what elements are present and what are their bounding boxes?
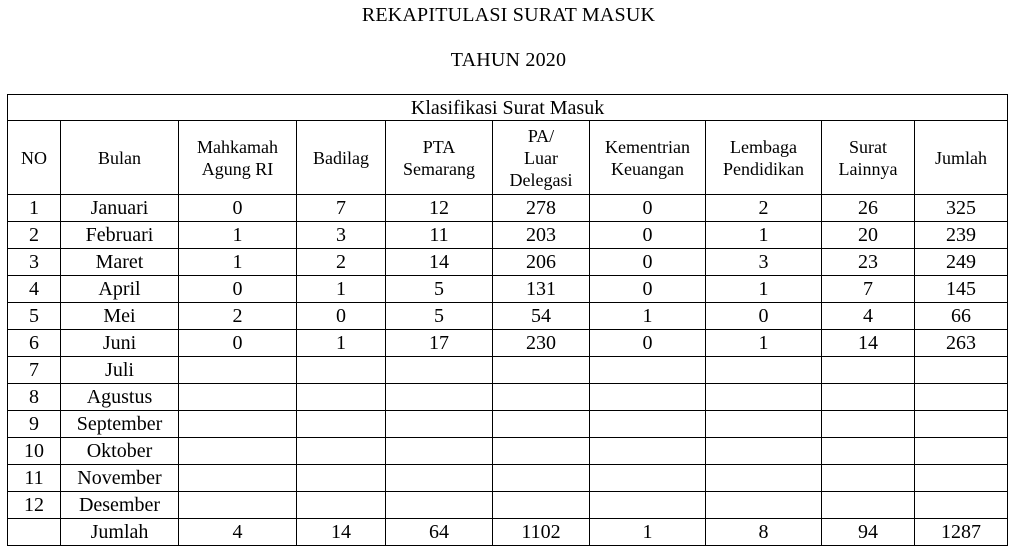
table-row	[8, 330, 1008, 357]
cell-lembaga	[706, 465, 822, 492]
cell-mahkamah	[179, 492, 297, 519]
cell-surat	[822, 465, 915, 492]
cell-surat	[822, 411, 915, 438]
cell-jumlah	[915, 465, 1008, 492]
cell-pa	[493, 465, 590, 492]
column-header-lembaga	[706, 121, 822, 195]
cell-badilag: 2	[297, 249, 386, 276]
cell-pa: 54	[493, 303, 590, 330]
cell-pta: 17	[386, 330, 493, 357]
report-year: TAHUN 2020	[450, 49, 567, 71]
cell-kementrian	[590, 384, 706, 411]
cell-no: 2	[8, 222, 61, 249]
column-header-line: Mahkamah	[197, 136, 278, 157]
cell-pta	[386, 492, 493, 519]
cell-no: 8	[8, 384, 61, 411]
column-header-kementrian	[590, 121, 706, 195]
cell-lembaga: 1	[706, 330, 822, 357]
total-surat: 94	[822, 519, 915, 546]
cell-bulan: Oktober	[61, 438, 179, 465]
cell-surat: 23	[822, 249, 915, 276]
cell-mahkamah	[179, 465, 297, 492]
cell-pa: 230	[493, 330, 590, 357]
total-lembaga: 8	[706, 519, 822, 546]
total-label: Jumlah	[61, 519, 179, 546]
cell-badilag: 0	[297, 303, 386, 330]
column-header-pa	[493, 121, 590, 195]
table-row	[8, 438, 1008, 465]
cell-kementrian: 0	[590, 195, 706, 222]
table-row	[8, 357, 1008, 384]
cell-surat	[822, 357, 915, 384]
cell-mahkamah: 1	[179, 249, 297, 276]
cell-lembaga	[706, 492, 822, 519]
cell-surat: 14	[822, 330, 915, 357]
cell-pta: 5	[386, 303, 493, 330]
cell-no: 9	[8, 411, 61, 438]
cell-jumlah: 145	[915, 276, 1008, 303]
cell-no: 7	[8, 357, 61, 384]
cell-bulan: Juni	[61, 330, 179, 357]
cell-badilag	[297, 384, 386, 411]
cell-kementrian	[590, 492, 706, 519]
cell-surat: 4	[822, 303, 915, 330]
cell-no: 12	[8, 492, 61, 519]
cell-surat: 20	[822, 222, 915, 249]
column-header-line: Kementrian	[605, 136, 690, 157]
cell-pa: 206	[493, 249, 590, 276]
cell-bulan: Juli	[61, 357, 179, 384]
cell-bulan: Januari	[61, 195, 179, 222]
cell-badilag: 1	[297, 276, 386, 303]
cell-lembaga: 0	[706, 303, 822, 330]
cell-pa	[493, 438, 590, 465]
cell-pta	[386, 384, 493, 411]
cell-pa	[493, 357, 590, 384]
cell-pta: 5	[386, 276, 493, 303]
cell-pa: 203	[493, 222, 590, 249]
cell-pa	[493, 384, 590, 411]
cell-jumlah	[915, 384, 1008, 411]
cell-jumlah: 325	[915, 195, 1008, 222]
cell-jumlah	[915, 357, 1008, 384]
column-header-jumlah: Jumlah	[915, 121, 1008, 195]
cell-mahkamah: 0	[179, 195, 297, 222]
table-row	[8, 465, 1008, 492]
cell-kementrian	[590, 357, 706, 384]
cell-bulan: Maret	[61, 249, 179, 276]
cell-bulan: September	[61, 411, 179, 438]
cell-pa	[493, 411, 590, 438]
column-header-line: Semarang	[403, 158, 475, 179]
cell-pta	[386, 465, 493, 492]
cell-lembaga: 1	[706, 222, 822, 249]
cell-mahkamah: 1	[179, 222, 297, 249]
table-row	[8, 249, 1008, 276]
total-mahkamah: 4	[179, 519, 297, 546]
cell-surat	[822, 492, 915, 519]
cell-pta	[386, 411, 493, 438]
cell-kementrian	[590, 411, 706, 438]
cell-mahkamah	[179, 384, 297, 411]
column-header-line: Luar	[524, 147, 558, 168]
total-jumlah: 1287	[915, 519, 1008, 546]
cell-pta	[386, 438, 493, 465]
cell-surat	[822, 384, 915, 411]
column-header-line: Lainnya	[838, 158, 898, 179]
table-row	[8, 222, 1008, 249]
cell-lembaga	[706, 411, 822, 438]
cell-pta: 12	[386, 195, 493, 222]
cell-mahkamah	[179, 357, 297, 384]
column-header-bulan: Bulan	[61, 121, 179, 195]
table-row	[8, 492, 1008, 519]
cell-badilag	[297, 357, 386, 384]
cell-lembaga: 3	[706, 249, 822, 276]
cell-jumlah	[915, 411, 1008, 438]
cell-no: 1	[8, 195, 61, 222]
cell-badilag	[297, 438, 386, 465]
cell-badilag	[297, 492, 386, 519]
cell-pta: 11	[386, 222, 493, 249]
column-header-line: Surat	[849, 136, 887, 157]
cell-bulan: November	[61, 465, 179, 492]
cell-pta	[386, 357, 493, 384]
column-header-line: Keuangan	[611, 158, 684, 179]
cell-mahkamah: 0	[179, 276, 297, 303]
column-header-line: Lembaga	[730, 136, 797, 157]
cell-lembaga	[706, 438, 822, 465]
cell-no: 3	[8, 249, 61, 276]
cell-pta: 14	[386, 249, 493, 276]
cell-surat: 7	[822, 276, 915, 303]
column-header-line: Delegasi	[509, 169, 573, 190]
table-row	[8, 303, 1008, 330]
incoming-mail-table	[7, 94, 1008, 546]
cell-pa: 131	[493, 276, 590, 303]
cell-jumlah: 263	[915, 330, 1008, 357]
cell-badilag	[297, 465, 386, 492]
cell-kementrian: 0	[590, 249, 706, 276]
cell-bulan: Februari	[61, 222, 179, 249]
cell-lembaga	[706, 384, 822, 411]
cell-bulan: April	[61, 276, 179, 303]
column-header-mahkamah	[179, 121, 297, 195]
total-kementrian: 1	[590, 519, 706, 546]
cell-lembaga: 2	[706, 195, 822, 222]
cell-kementrian	[590, 438, 706, 465]
total-badilag: 14	[297, 519, 386, 546]
cell-no: 10	[8, 438, 61, 465]
total-row	[8, 519, 1008, 546]
cell-kementrian	[590, 465, 706, 492]
column-header-no: NO	[8, 121, 61, 195]
cell-kementrian: 0	[590, 222, 706, 249]
cell-pa: 278	[493, 195, 590, 222]
classification-header: Klasifikasi Surat Masuk	[8, 95, 1008, 121]
cell-mahkamah: 2	[179, 303, 297, 330]
cell-no: 5	[8, 303, 61, 330]
cell-jumlah	[915, 492, 1008, 519]
column-header-pta	[386, 121, 493, 195]
table-row	[8, 384, 1008, 411]
cell-badilag: 7	[297, 195, 386, 222]
cell-kementrian: 0	[590, 276, 706, 303]
column-header-surat	[822, 121, 915, 195]
cell-jumlah: 239	[915, 222, 1008, 249]
cell-mahkamah	[179, 411, 297, 438]
table-row	[8, 411, 1008, 438]
cell-no: 4	[8, 276, 61, 303]
column-header-line: Agung RI	[201, 158, 274, 179]
cell-jumlah: 66	[915, 303, 1008, 330]
report-title: REKAPITULASI SURAT MASUK	[361, 4, 656, 26]
cell-bulan: Agustus	[61, 384, 179, 411]
cell-mahkamah	[179, 438, 297, 465]
column-header-line: Pendidikan	[723, 158, 804, 179]
cell-lembaga: 1	[706, 276, 822, 303]
cell-no: 11	[8, 465, 61, 492]
cell-no: 6	[8, 330, 61, 357]
cell-mahkamah: 0	[179, 330, 297, 357]
cell-badilag	[297, 411, 386, 438]
cell-jumlah: 249	[915, 249, 1008, 276]
table-row	[8, 276, 1008, 303]
cell-kementrian: 0	[590, 330, 706, 357]
cell-bulan: Desember	[61, 492, 179, 519]
total-no-cell	[8, 519, 61, 546]
cell-jumlah	[915, 438, 1008, 465]
cell-pa	[493, 492, 590, 519]
column-header-badilag: Badilag	[297, 121, 386, 195]
cell-kementrian: 1	[590, 303, 706, 330]
total-pta: 64	[386, 519, 493, 546]
cell-surat: 26	[822, 195, 915, 222]
cell-surat	[822, 438, 915, 465]
cell-bulan: Mei	[61, 303, 179, 330]
column-header-line: PTA	[422, 136, 456, 157]
cell-lembaga	[706, 357, 822, 384]
table-row	[8, 195, 1008, 222]
total-pa: 1102	[493, 519, 590, 546]
cell-badilag: 3	[297, 222, 386, 249]
cell-badilag: 1	[297, 330, 386, 357]
column-header-line: PA/	[527, 125, 555, 146]
